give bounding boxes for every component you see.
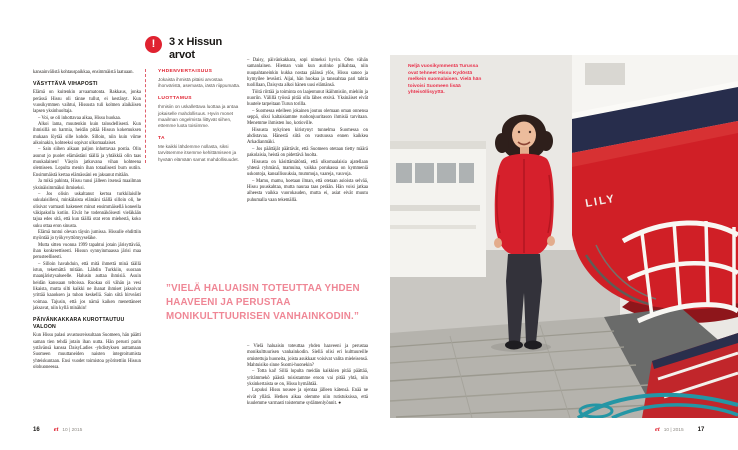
paragraph: – Voi, se oli inhottavaa aikaa, Hissu huokaa. bbox=[38, 115, 121, 121]
section-heading-vihaposti: VÄSYTTÄVÄ VIHAPOSTI bbox=[33, 81, 98, 88]
paragraph: Alkoi lama, muutenkin kuin taloudellisesti. Kun ihmisillä on harmia, heidän pitää Hissun kokemuksen mukaan löytää sille kohde. Silloin, niin kuin viime aikoinakin, kohteeksi sopivat ulkomaalaiset. bbox=[33, 122, 141, 147]
shoe bbox=[524, 341, 542, 350]
page-number: 17 bbox=[697, 427, 705, 433]
exclamation-icon: ! bbox=[145, 36, 162, 53]
callout-item-heading: LUOTTAMUS bbox=[158, 96, 192, 102]
magazine-logo: et bbox=[655, 426, 660, 433]
callout-body bbox=[145, 69, 246, 163]
paragraph: – Sain siihen aikaan paljon inhottavaa postia. Olin asunut jo puolet elämästäni täällä ja yhtäkkiä olin taas muukalainen! Väsyin jatkuvana vihan kohteena olemiseen. Lopulta menin ihan totaalisesti burn outiin. Ensimmäistä kertaa elämässäni en jaksanut mitään. bbox=[33, 147, 141, 178]
paragraph: – Daisy, päivänkakkara, sopi nimeksi hyvin. Olen vähän samanlainen. Hieman vain kun aurinko pilkahtaa, niin nuupahtaneinkin kukka nostaa päänsä ylös, Hissu sanoo ja hymyilee leveästi. Aijai, hän huokaa ja tanssahtaa pari tahtia tuolillaan, Daisysta alkoi hänen uusi elämänsä. bbox=[247, 58, 368, 89]
paragraph: – Jos päättäjät päättävät, että Suomeen otetaan tietty määrä pakolaisia, heistä on pidettävä huolta. bbox=[247, 146, 368, 159]
shoe bbox=[505, 341, 523, 350]
text-column-2 bbox=[247, 58, 368, 204]
paragraph: Töitä riittää ja toiminta on laajentunut ikäihmisiin, miehiin ja nuoriin. Välillä työssä pitää olla lähes etsivä. Yksinäiset eivät huutele tarpeitaan Turun torilla. bbox=[247, 89, 368, 108]
section-heading-paivankakkara: PÄIVÄNKAKKARA KUROTTAUTUU VALOON bbox=[33, 317, 125, 331]
photo-illustration bbox=[390, 55, 738, 418]
paragraph: Hissusta on käsittämätöntä, että ulkomaalaisia ajatellaan yhtenä ryhmänä, mamuina, vaikka porukassa on kymmeniä uskontoja, kansallisuuksia, mummoja, vaareja, vauvoja. bbox=[247, 159, 368, 178]
right-page-footer bbox=[655, 426, 704, 434]
callout-item-text: Me kaikki lähdemme nollasta, siksi tarvitsemme itsemme kehittämiseen ja hyvään elämään samat mahdollisuudet. bbox=[158, 144, 239, 162]
callout-item-heading: YHDENVERTAISUUS bbox=[158, 69, 213, 74]
callout-item-heading: TA bbox=[158, 136, 165, 142]
paragraph: Lopuksi Hissu nousee ja ojentaa jälleen kätensä. Enää ne eivät yllätä. Hetken aikaa olemme niin rutistuksissa, että kuulemme varmasti toistemme sydämenlyönnit. ● bbox=[247, 388, 368, 407]
values-callout-box bbox=[145, 36, 246, 163]
paragraph: – Suomessa edelleen jokainen joutuu olemaan oman onnensa seppä, siksi kaltaisiamme ruohonjuuritason ihmisiä tarvitaan. Menemme ihmisten luo, kotioville. bbox=[247, 108, 368, 127]
paragraph: Hissusta nykyinen kiristynyt tunnelma Suomessa on ahdistavaa. Hänestä siitä on vastuussa ennen kaikkea Arkadianmäki. bbox=[247, 127, 368, 146]
paragraph: kansainvälistä kohtauspaikkaa, ensimmäistä laatuaan. bbox=[33, 70, 134, 75]
paragraph: Elämä tuntui olevan täysin jumissa. Hissulle ehdittiin myöntää jo työkyvyttömyyseläke. bbox=[33, 229, 141, 242]
paragraph: Ja mikä pahinta, Hissu tunsi jälleen itsensä maailman yksinäisimmäksi ihmiseksi. bbox=[33, 179, 141, 191]
issue-label: 10 | 2015 bbox=[62, 428, 83, 433]
magazine-logo: et bbox=[53, 426, 59, 433]
paragraph: Kun Hissu palasi avustusreissultaan Suomeen, hän päätti saman tien tehdä jotain ihan uutta. Hän perusti parin ystävänsä kanssa DaisyLadies -yhdistyksen auttamaan Suomeen muuttaneiden naisten integroitumista yhteiskuntaan. Ensi vuodet toimistoa pyöritettiin Hissun olohuoneessa. bbox=[33, 333, 141, 371]
paragraph: – Silloin havahduin, että mitä ihmettä minä täällä istun, tekemättä mitään. Lähdin Turkkiin, suoraan maanjäristysalueelle. Halusin auttaa ihmisiä. Asuin heidän kanssaan teltoissa. Ruokaa oli vähän ja vesi likaista, mutta silti kaikki ne ihanat ihmiset jaksoivat yrittää kaaoksen ja tuhon keskellä. Sain siitä hirveästi voimaa. Tajusin, että jos nämä kaiken menettäneet jaksavat, niin kyllä minäkin! bbox=[33, 261, 141, 312]
paragraph: – Totta kai! Sillä lopulta meidän kaikkien pitää päättää, yritämmekö päästä toisistamme eroon vai pitää yhtä, niin yksinkertaista se on, Hissu hymähtää. bbox=[247, 369, 368, 388]
paragraph: Elämä on kuitenkin arvaamatonta. Rakkaus, jonka perässä Hissu oli tänne tullut, ei kestänyt. Kun vuosikymmen vaihtui, Hissusta tuli kolmen alaikäisen lapsen yksinhuoltaja. bbox=[33, 90, 141, 115]
dock-photo bbox=[390, 55, 738, 418]
text-column-1 bbox=[33, 70, 141, 371]
callout-header bbox=[145, 36, 246, 61]
pull-quote: ”VIELÄ HALUAISIN TOTEUTTAA YHDEN HAAVEENI JA PERUSTAA MONIKULTTUURISEN VANHAINKODIN.” bbox=[166, 283, 360, 322]
paragraph: – Vielä haluaisin toteuttaa yhden haaveeni ja perustaa monikulttuurisen vanhainkodin. Siellä olisi eri kulttuureille omistettuja huoneita, joista asukkaat voisivat valita mieleisensä. Mahtuisiko sinne Suomi-huonekin? bbox=[247, 344, 368, 369]
paragraph: – Jos olisin uskaltanut kertoa turkkilaisille sukulaisilleni, minkälaista elämäni täällä silloin oli, he olisivat varmasti hakeneet minut ensimmäisellä koneella väkipakolla kotiin. Eivät he todennäköisesti vieläkään tajua edes sitä, että kun täällä otat eron miehestä, koko suku ottaa eron sinusta. bbox=[33, 191, 141, 229]
paragraph: – Mamu, mamu, hoetaan ilman, että otetaan asioista selvää, Hissu puuskahtaa, mutta nauraa taas perään. Hän voisi jatkaa aiheesta vaikka vuorokauden, mutta ei, asiat eivät muutu puhumalla vaan tekemällä. bbox=[247, 178, 368, 203]
hand bbox=[494, 238, 502, 248]
left-page-footer bbox=[33, 426, 82, 434]
text-column-2-closing bbox=[247, 344, 368, 407]
callout-item-text: Jokaista ihmistä pitäisi arvostaa ihonväristä, asemasta, iästä riippumatta. bbox=[158, 77, 241, 89]
photo-caption: Neljä vuosikymmentä Turussa ovat tehneet Hissu Kydöstä melkein suomalaisen. Vielä hän toivoisi Suomeen lisää yhteisöllisyyttä. bbox=[408, 64, 482, 96]
callout-item-text: Ihmisiin on uskallettava luottaa ja antaa jokaiselle mahdollisuus. Hyvin monet maailman ongelmista liittyvät siihen, ettemme luota toisiimme. bbox=[158, 104, 239, 129]
hand bbox=[547, 236, 555, 246]
white-boat-cabin bbox=[390, 141, 486, 277]
page-number: 16 bbox=[33, 427, 40, 433]
callout-title: 3 x Hissun arvot bbox=[169, 36, 223, 61]
boat-name-lettering: LILY bbox=[584, 192, 617, 210]
issue-label: 10 | 2015 bbox=[663, 428, 684, 433]
paragraph: Mutta sitten vuonna 1999 tapahtui jotain järisyttävää, ihan konkreettisesti. Hissun synnyinmaassa järisi maa perusteellisesti. bbox=[33, 242, 141, 261]
